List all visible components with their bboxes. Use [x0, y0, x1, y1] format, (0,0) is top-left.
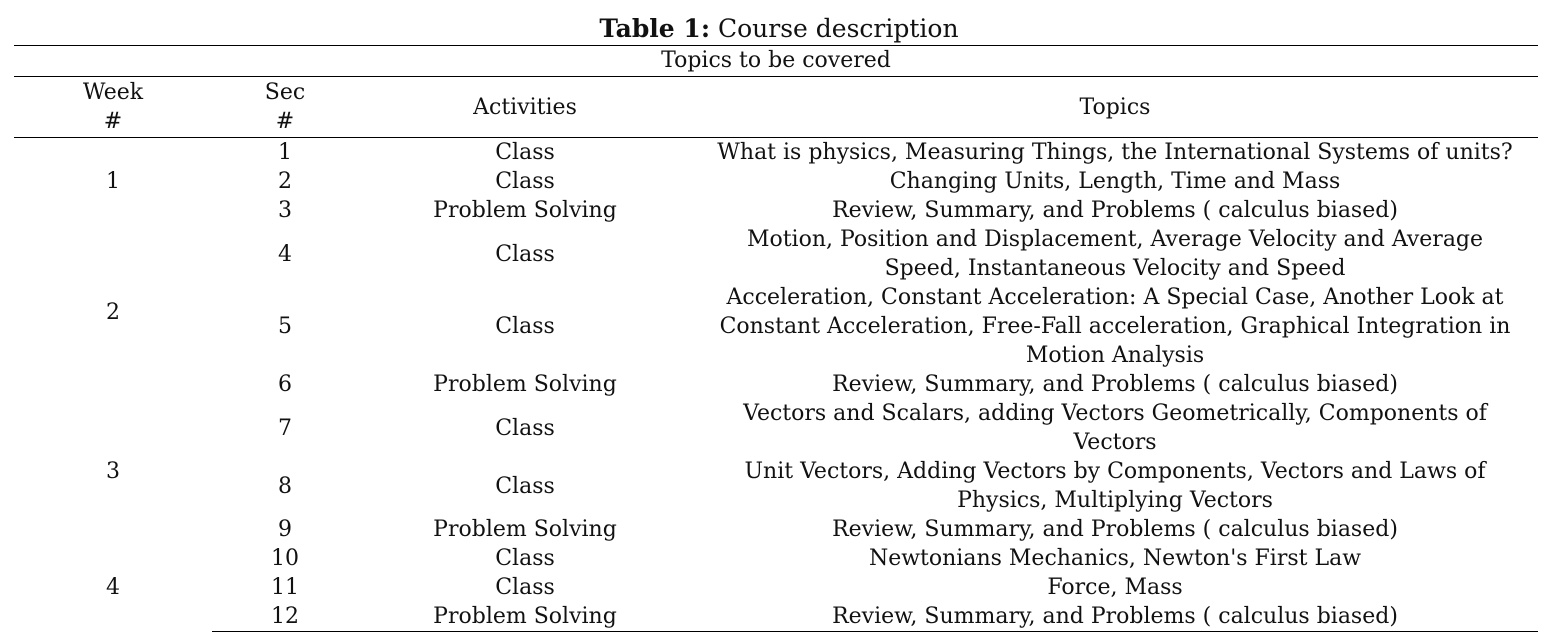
table-row	[14, 544, 1538, 573]
topic-text: What is physics, Measuring Things, the International Systems of units?	[717, 140, 1513, 165]
table-row	[14, 457, 1538, 515]
course-table-container	[14, 45, 1538, 632]
table-row	[14, 283, 1538, 370]
activity-cell: Class	[495, 241, 555, 267]
topic-cell	[692, 167, 1538, 196]
activity-cell: Problem Solving	[358, 602, 692, 632]
topic-text: Vectors and Scalars, adding Vectors Geometrically, Components of Vectors	[743, 401, 1487, 455]
sec-cell: 11	[271, 575, 299, 600]
topic-text: Motion, Position and Displacement, Average Velocity and Average Speed, Instantaneous Velocity and Speed	[746, 227, 1484, 281]
table-row	[14, 196, 1538, 225]
header-sec-line1: Sec	[264, 80, 306, 105]
header-topics: Topics	[692, 77, 1538, 138]
topic-text: Review, Summary, and Problems ( calculus biased)	[832, 604, 1398, 629]
activity-cell: Class	[495, 546, 555, 571]
topic-text: Changing Units, Length, Time and Mass	[889, 169, 1341, 194]
group-header-row	[14, 46, 1538, 77]
table-row	[14, 515, 1538, 544]
topic-cell	[692, 283, 1538, 370]
table-row	[14, 573, 1538, 602]
table-row	[14, 399, 1538, 457]
week-cell: 1	[106, 169, 120, 194]
topic-cell	[692, 457, 1538, 515]
sec-cell: 7	[278, 415, 292, 441]
header-sec-line2: #	[275, 109, 295, 134]
topic-cell	[692, 544, 1538, 573]
header-week-line1: Week	[82, 80, 144, 105]
activity-cell: Problem Solving	[433, 198, 617, 223]
group-header: Topics to be covered	[14, 46, 1538, 77]
course-description-table	[14, 45, 1538, 632]
table-row	[14, 602, 1538, 632]
sec-cell: 6	[278, 372, 292, 397]
header-sec	[212, 77, 358, 138]
topic-cell	[692, 138, 1538, 168]
table-row	[14, 167, 1538, 196]
sec-cell: 4	[278, 241, 292, 267]
activity-cell: Class	[495, 473, 555, 499]
sec-cell: 1	[278, 140, 292, 165]
table-row	[14, 225, 1538, 283]
caption-text: Course description	[718, 14, 959, 43]
topic-cell	[692, 602, 1538, 632]
topic-text: Acceleration, Constant Acceleration: A Special Case, Another Look at Constant Acceleration, Free-Fall acceleration, Graphical Integration in Motion Analysis	[719, 285, 1511, 368]
topic-text: Review, Summary, and Problems ( calculus biased)	[832, 517, 1398, 542]
topic-text: Newtonians Mechanics, Newton's First Law	[868, 546, 1362, 571]
header-activities: Activities	[358, 77, 692, 138]
activity-cell: Class	[495, 415, 555, 441]
sec-cell: 2	[278, 169, 292, 194]
sec-cell: 8	[278, 473, 292, 499]
activity-cell: Class	[495, 169, 555, 194]
activity-cell: Problem Solving	[433, 372, 617, 397]
sec-cell: 3	[278, 198, 292, 223]
week-cell: 3	[106, 459, 120, 484]
week-cell: 4	[106, 575, 120, 601]
sec-cell: 10	[271, 546, 299, 571]
topic-cell	[692, 573, 1538, 602]
activity-cell: Class	[495, 140, 555, 165]
topic-cell	[692, 399, 1538, 457]
table-row	[14, 370, 1538, 399]
topic-cell	[692, 196, 1538, 225]
topic-text: Unit Vectors, Adding Vectors by Components, Vectors and Laws of Physics, Multiplying Vectors	[744, 459, 1486, 513]
caption-label: Table 1:	[599, 14, 711, 43]
topic-cell	[692, 515, 1538, 544]
sec-cell: 5	[278, 314, 292, 339]
topic-text: Review, Summary, and Problems ( calculus biased)	[832, 198, 1398, 223]
activity-cell: Class	[495, 575, 555, 600]
header-week	[14, 77, 212, 138]
week-cell: 2	[106, 299, 120, 325]
topic-text: Force, Mass	[1047, 575, 1183, 600]
sec-cell: 9	[278, 517, 292, 542]
table-row	[14, 138, 1538, 168]
activity-cell: Problem Solving	[433, 517, 617, 542]
topic-text: Review, Summary, and Problems ( calculus biased)	[832, 372, 1398, 397]
header-week-line2: #	[103, 109, 123, 134]
topic-cell	[692, 370, 1538, 399]
table-caption	[0, 12, 1558, 46]
column-header-row	[14, 77, 1538, 138]
activity-cell: Class	[495, 314, 555, 339]
sec-cell: 12	[212, 602, 358, 632]
topic-cell	[692, 225, 1538, 283]
